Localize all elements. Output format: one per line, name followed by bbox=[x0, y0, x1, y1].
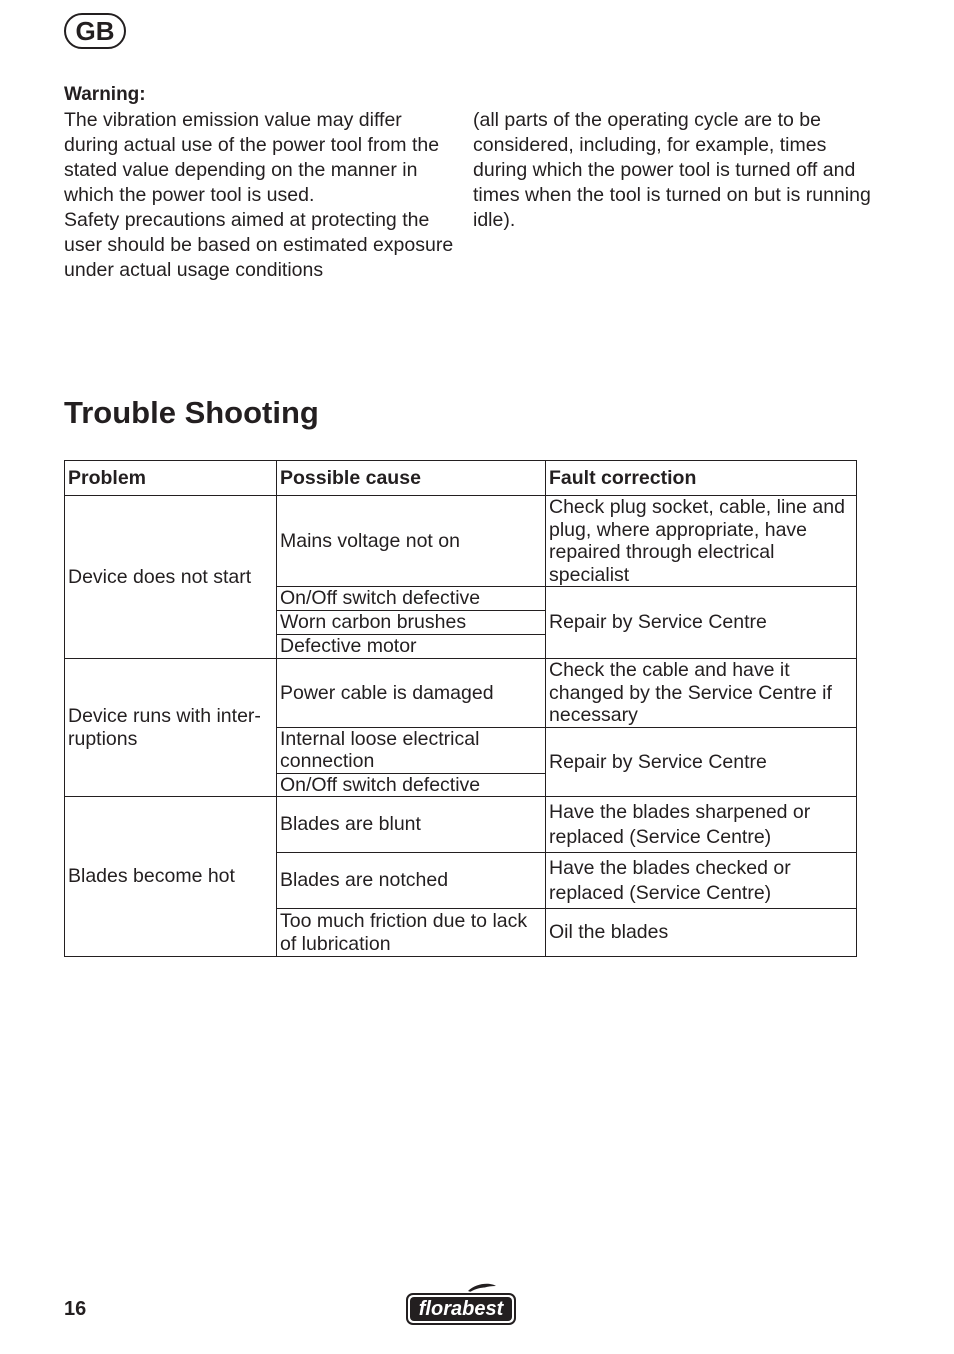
problem-cell: Device does not start bbox=[65, 496, 277, 659]
cause-cell: Internal loose electrical connection bbox=[277, 727, 546, 773]
warning-right-column bbox=[473, 108, 873, 233]
cause-cell: On/Off switch defective bbox=[277, 587, 546, 611]
problem-cell: Device runs with inter-ruptions bbox=[65, 659, 277, 797]
table-header-row bbox=[65, 461, 857, 496]
correction-cell: Oil the blades bbox=[546, 909, 857, 957]
correction-cell: Repair by Service Centre bbox=[546, 727, 857, 797]
correction-cell: Repair by Service Centre bbox=[546, 587, 857, 659]
column-header-correction: Fault correction bbox=[546, 461, 857, 496]
warning-paragraph: Safety precautions aimed at protecting the user should be based on estimated exposure under actual usage conditions bbox=[64, 209, 454, 281]
column-header-problem: Problem bbox=[65, 461, 277, 496]
language-badge: GB bbox=[64, 13, 126, 49]
correction-cell: Have the blades sharpened or replaced (Service Centre) bbox=[546, 797, 857, 853]
cause-cell: Too much friction due to lack of lubrication bbox=[277, 909, 546, 957]
warning-paragraph: The vibration emission value may differ during actual use of the power tool from the stated value depending on the manner in which the power tool is used. bbox=[64, 109, 440, 206]
problem-cell: Blades become hot bbox=[65, 797, 277, 957]
cause-cell: Mains voltage not on bbox=[277, 496, 546, 587]
table-row bbox=[65, 496, 857, 587]
cause-cell: Defective motor bbox=[277, 635, 546, 659]
warning-title: Warning: bbox=[64, 84, 146, 105]
cause-cell: On/Off switch defective bbox=[277, 773, 546, 797]
table-row bbox=[65, 797, 857, 853]
cause-cell: Blades are notched bbox=[277, 853, 546, 909]
florabest-logo bbox=[404, 1282, 518, 1328]
warning-paragraph: (all parts of the operating cycle are to be considered, including, for example, times during which the power tool is turned off and times when the tool is turned on but is running idle). bbox=[473, 109, 871, 231]
cause-cell: Worn carbon brushes bbox=[277, 611, 546, 635]
table-row bbox=[65, 659, 857, 728]
section-title: Trouble Shooting bbox=[64, 395, 319, 430]
warning-left-column bbox=[64, 108, 460, 283]
correction-cell: Check the cable and have it changed by the Service Centre if necessary bbox=[546, 659, 857, 728]
correction-cell: Check plug socket, cable, line and plug, where appropriate, have repaired through electrical specialist bbox=[546, 496, 857, 587]
cause-cell: Power cable is damaged bbox=[277, 659, 546, 728]
column-header-cause: Possible cause bbox=[277, 461, 546, 496]
page-number: 16 bbox=[64, 1298, 87, 1320]
cause-cell: Blades are blunt bbox=[277, 797, 546, 853]
correction-cell: Have the blades checked or replaced (Service Centre) bbox=[546, 853, 857, 909]
trouble-shooting-table bbox=[64, 460, 857, 957]
brand-wordmark: florabest bbox=[418, 1298, 504, 1320]
